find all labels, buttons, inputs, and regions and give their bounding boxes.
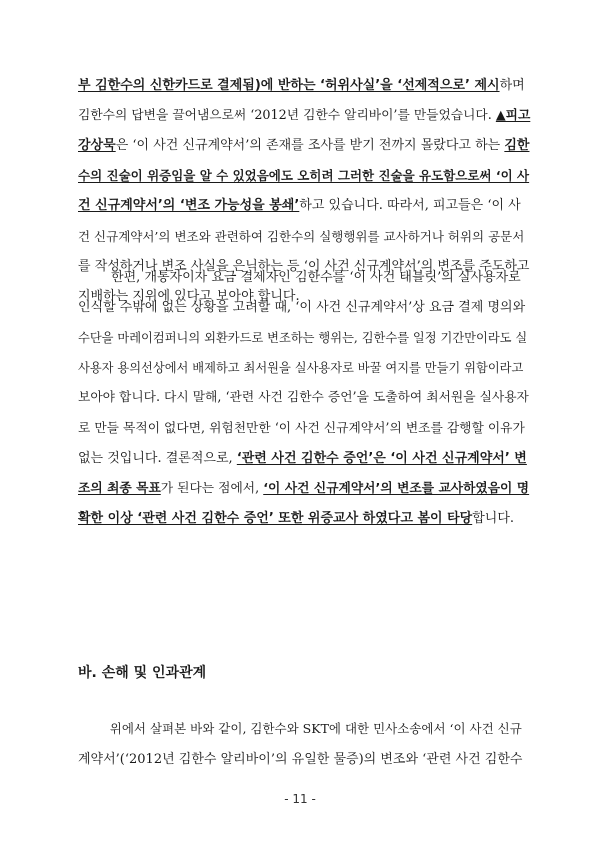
body-text: 합니다. <box>472 510 515 526</box>
body-text: 위에서 살펴본 바와 같이, 김한수와 SKT에 대한 민사소송에서 ‘이 사건 신규 <box>78 721 522 736</box>
body-text: 수단을 마레이컴퍼니의 외환카드로 변조하는 행위는, 김한수를 일정 기간만이라도 실 <box>78 331 528 346</box>
text-line <box>78 167 530 185</box>
body-text: 가 된다는 점에서, <box>160 480 264 496</box>
body-text: 은 ‘이 사건 신규계약서’의 존재를 조사를 받기 전까지 몰랐다고 하는 <box>115 138 505 154</box>
emphasized-text: ‘관련 사건 김한수 증언’은 ‘이 사건 신규계약서’ 변 <box>236 450 527 466</box>
body-text: 인식할 수밖에 없는 상황을 고려할 때, ‘이 사건 신규계약서’상 요금 결제 명의와 <box>78 300 526 316</box>
section-heading: 바. 손해 및 인과관계 <box>78 665 207 681</box>
text-line <box>78 720 530 738</box>
text-line <box>78 751 530 769</box>
body-text: 로 만들 목적이 없다면, 위험천만한 ‘이 사건 신규계약서’의 변조를 감행할 이유가 <box>78 420 525 436</box>
emphasized-text: ‘이 사건 신규계약서’의 변조를 교사하였음이 명 <box>263 480 530 496</box>
text-line <box>78 480 530 498</box>
text-line <box>78 269 530 287</box>
text-line <box>78 137 530 155</box>
text-line <box>78 450 530 468</box>
body-text: 하며 <box>499 78 525 93</box>
emphasized-text: 수의 진술이 위증임을 알 수 있었음에도 오히려 그러한 진술을 유도함으로써 ‘이 사 <box>78 168 530 184</box>
page-number: - 11 - <box>284 792 316 806</box>
text-line <box>78 197 530 215</box>
body-text: 하고 있습니다. 따라서, 피고들은 ‘이 사 <box>299 198 521 214</box>
emphasized-text: 확한 이상 ‘관련 사건 김한수 증언’ 또한 위증교사 하였다고 봄이 타당 <box>78 510 473 526</box>
text-line <box>78 228 530 246</box>
emphasized-text: 부 김한수의 신한카드로 결제됨)에 반하는 ‘허위사실’을 ‘선제적으로’ 제시 <box>78 78 500 93</box>
body-text: 사용자 용의선상에서 배제하고 최서원을 실사용자로 바꿀 여지를 만들기 위함이라고 <box>78 361 524 376</box>
body-text: 김한수의 답변을 끌어냄으로써 ‘2012년 김한수 알리바이’를 만들었습니다. <box>78 108 496 124</box>
body-text: 계약서’(‘2012년 김한수 알리바이’의 유일한 물증)의 변조와 ‘관련 사건 김한수 <box>78 751 523 767</box>
emphasized-text: 조의 최종 목표 <box>78 480 161 496</box>
text-line <box>78 359 530 377</box>
body-text: 한편, 개통자이자 요금 결제자인 김한수를 ‘이 사건 태블릿’의 실사용자로 <box>78 270 521 285</box>
body-text: 없는 것입니다. 결론적으로, <box>78 450 237 466</box>
body-text: 보아야 합니다. 다시 말해, ‘관련 사건 김한수 증언’을 도출하여 최서원을 실사용자 <box>78 390 529 406</box>
emphasized-text: 건 신규계약서’의 ‘변조 가능성을 봉쇄’ <box>78 198 300 214</box>
body-text: 건 신규계약서’의 변조와 관련하여 김한수의 실행행위를 교사하거나 허위의 공문서 <box>78 228 525 244</box>
text-line <box>78 389 530 407</box>
text-line <box>78 77 530 95</box>
body-text: 지배하는 지위에 있다고 보아야 합니다. <box>78 288 300 304</box>
body-text: 를 작성하거나 변조 사실을 은닉하는 등 ‘이 사건 신규계약서’의 변조를 주도하고 <box>78 258 530 274</box>
text-line <box>78 107 530 125</box>
emphasized-text: 강상묵 <box>78 138 116 154</box>
text-line <box>78 329 530 347</box>
text-line <box>78 510 530 528</box>
text-line <box>78 420 530 438</box>
emphasized-text: 김한 <box>504 138 530 154</box>
emphasized-text: ▲피고 <box>495 108 531 124</box>
text-line <box>78 299 530 317</box>
